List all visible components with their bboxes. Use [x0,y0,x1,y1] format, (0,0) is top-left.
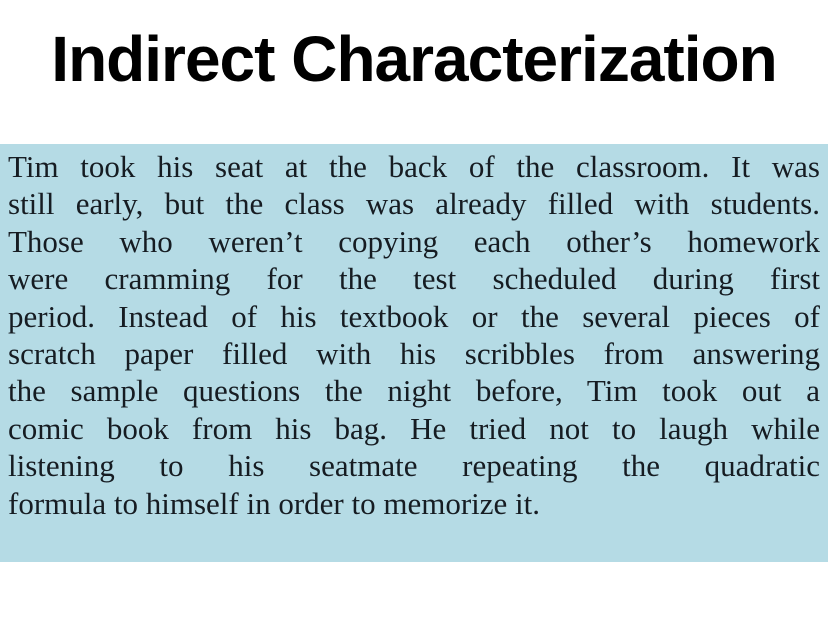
passage-line: Those who weren’t copying each other’s homework [8,223,820,259]
passage-lines [8,148,820,522]
passage-line: comic book from his bag. He tried not to laugh while [8,410,820,446]
passage-line: Tim took his seat at the back of the classroom. It was [8,149,820,184]
passage-line: period. Instead of his textbook or the several pieces of [8,298,820,334]
passage-line: the sample questions the night before, Tim took out a [8,373,820,409]
passage-line: were cramming for the test scheduled during first [8,261,820,297]
passage-line: scratch paper filled with his scribbles from answering [8,336,820,372]
slide-title: Indirect Characterization [51,23,777,95]
passage-line: listening to his seatmate repeating the quadratic [8,448,820,484]
passage-box [0,144,828,562]
passage-line: formula to himself in order to memorize it. [8,485,541,521]
passage-line: still early, but the class was already filled with students. [8,186,820,222]
